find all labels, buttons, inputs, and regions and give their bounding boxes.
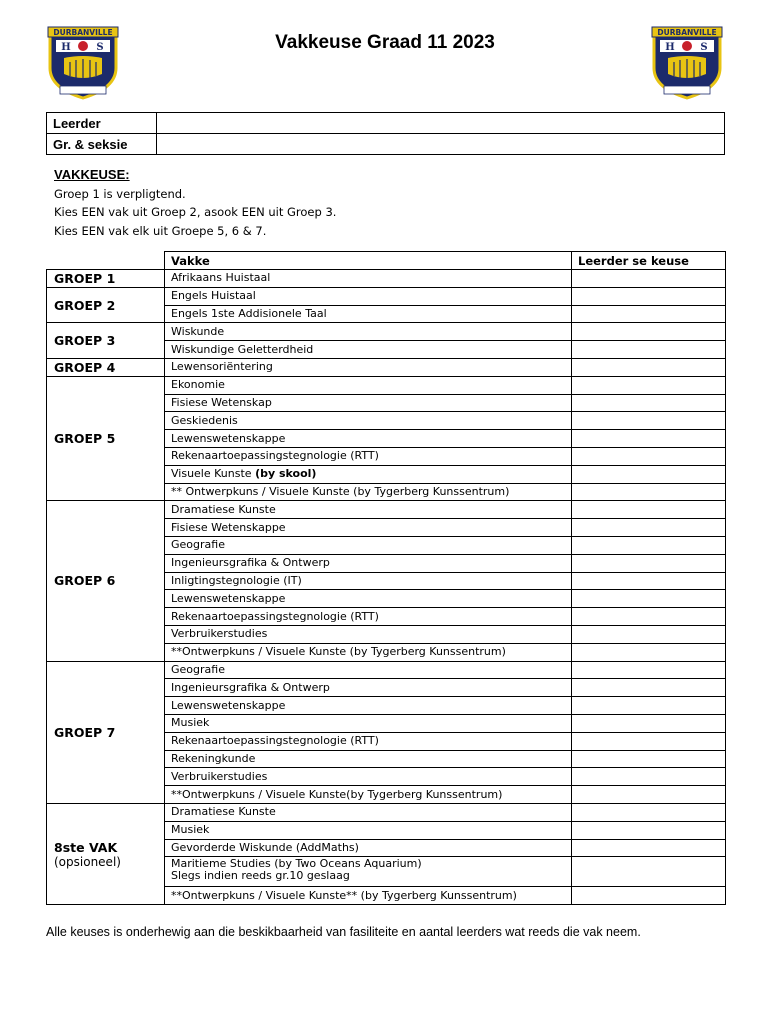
subject-name: Lewenswetenskappe — [171, 431, 286, 445]
subject-name: Ingenieursgrafika & Ontwerp — [171, 680, 330, 694]
svg-text:DURBANVILLE: DURBANVILLE — [657, 28, 717, 37]
choice-cell[interactable] — [572, 554, 726, 572]
grade-section-row — [47, 134, 725, 155]
choice-cell[interactable] — [572, 270, 726, 288]
instruction-line: Groep 1 is verpligtend. — [54, 186, 186, 201]
group-name: GROEP 4 — [54, 359, 116, 375]
table-row — [47, 376, 726, 394]
subject-cell — [165, 803, 572, 821]
subject-name: Musiek — [171, 716, 210, 730]
subject-name: Fisiese Wetenskap — [171, 395, 272, 409]
subject-name: Lewensoriëntering — [171, 360, 273, 374]
subject-name: Geografie — [171, 538, 225, 552]
learner-info-table — [46, 112, 725, 155]
subject-cell — [165, 572, 572, 590]
subject-cell — [165, 483, 572, 501]
choice-cell[interactable] — [572, 465, 726, 483]
subject-cell — [165, 430, 572, 448]
subject-name: Wiskunde — [171, 324, 225, 338]
choice-cell[interactable] — [572, 887, 726, 905]
group-label — [47, 358, 165, 376]
subject-name: Geografie — [171, 662, 225, 676]
choice-cell[interactable] — [572, 483, 726, 501]
subject-cell — [165, 376, 572, 394]
subject-cell — [165, 768, 572, 786]
subject-cell — [165, 270, 572, 288]
table-row — [47, 323, 726, 341]
page-title: Vakkeuse Graad 11 2023 — [275, 32, 495, 53]
subject-name: Gevorderde Wiskunde (AddMaths) — [171, 840, 359, 854]
footer-note: Alle keuses is onderhewig aan die beskikbaarheid van fasiliteite en aantal leerders wat reeds die vak neem. — [46, 925, 641, 939]
choice-cell[interactable] — [572, 572, 726, 590]
subject-name: Dramatiese Kunste — [171, 502, 276, 516]
subject-cell — [165, 839, 572, 857]
group-label — [47, 661, 165, 803]
group-label — [47, 287, 165, 323]
subject-name: **Ontwerpkuns / Visuele Kunste** (by Tygerberg Kunssentrum) — [171, 888, 517, 902]
svg-text:H: H — [61, 42, 71, 53]
group-label — [47, 270, 165, 288]
group-name: GROEP 3 — [54, 333, 116, 349]
subject-name: Rekeningkunde — [171, 751, 256, 765]
subject-name: Verbruikerstudies — [171, 769, 268, 783]
choice-cell[interactable] — [572, 661, 726, 679]
subject-cell — [165, 519, 572, 537]
group-name: GROEP 1 — [54, 270, 116, 286]
choice-cell[interactable] — [572, 358, 726, 376]
subject-name: Wiskundige Geletterdheid — [171, 342, 314, 356]
subject-name: ** Ontwerpkuns / Visuele Kunste (by Tygerberg Kunssentrum) — [171, 484, 510, 498]
table-row — [47, 661, 726, 679]
subject-cell — [165, 590, 572, 608]
choice-cell[interactable] — [572, 857, 726, 887]
subject-cell — [165, 305, 572, 323]
group-label — [47, 323, 165, 359]
group-label — [47, 803, 165, 904]
table-row — [47, 270, 726, 288]
subject-name: Engels 1ste Addisionele Taal — [171, 306, 327, 320]
group-name: GROEP 6 — [54, 573, 116, 589]
subject-cell — [165, 465, 572, 483]
subject-cell — [165, 821, 572, 839]
table-row — [47, 803, 726, 821]
subject-name: Fisiese Wetenskappe — [171, 520, 286, 534]
choice-cell[interactable] — [572, 625, 726, 643]
subject-cell — [165, 643, 572, 661]
subject-cell — [165, 625, 572, 643]
instructions — [54, 166, 336, 240]
group-name: GROEP 7 — [54, 724, 116, 740]
school-note: (by skool) — [255, 467, 317, 481]
learner-row — [47, 113, 725, 134]
choice-cell[interactable] — [572, 697, 726, 715]
subject-name: Engels Huistaal — [171, 289, 256, 303]
group-label — [47, 376, 165, 501]
subject-cell — [165, 714, 572, 732]
svg-text:S: S — [700, 42, 708, 53]
subject-name: Visuele Kunste — [171, 467, 252, 481]
subject-name: **Ontwerpkuns / Visuele Kunste (by Tygerberg Kunssentrum) — [171, 645, 506, 659]
subject-name: Lewenswetenskappe — [171, 591, 286, 605]
group-column-header — [47, 252, 165, 270]
table-row — [47, 501, 726, 519]
instruction-line: Kies EEN vak uit Groep 2, asook EEN uit Groep 3. — [54, 205, 337, 219]
group-name: GROEP 5 — [54, 431, 116, 447]
subject-cell — [165, 412, 572, 430]
subject-cell — [165, 857, 572, 887]
grade-section-field[interactable] — [157, 134, 725, 155]
subject-name: Musiek — [171, 823, 210, 837]
keuse-column-header: Leerder se keuse — [572, 252, 726, 270]
group-subtitle: (opsioneel) — [54, 854, 121, 869]
instructions-heading: VAKKEUSE: — [54, 167, 130, 182]
learner-label: Leerder — [47, 113, 157, 134]
subject-name: Maritieme Studies (by Two Oceans Aquarium) — [171, 857, 422, 871]
learner-field[interactable] — [157, 113, 725, 134]
svg-text:S: S — [96, 42, 104, 53]
choice-cell[interactable] — [572, 714, 726, 732]
instruction-line: Kies EEN vak elk uit Groepe 5, 6 & 7. — [54, 223, 267, 238]
subject-name: Rekenaartoepassingstegnologie (RTT) — [171, 734, 379, 748]
subject-cell — [165, 786, 572, 804]
choice-cell[interactable] — [572, 821, 726, 839]
subject-cell — [165, 732, 572, 750]
choice-cell[interactable] — [572, 768, 726, 786]
svg-text:DURBANVILLE: DURBANVILLE — [53, 28, 113, 37]
choice-cell[interactable] — [572, 679, 726, 697]
subject-cell — [165, 341, 572, 359]
subject-cell — [165, 287, 572, 305]
group-label — [47, 501, 165, 661]
choice-cell[interactable] — [572, 786, 726, 804]
grade-section-label: Gr. & seksie — [47, 134, 157, 155]
subject-name: Geskiedenis — [171, 413, 238, 427]
table-row — [47, 358, 726, 376]
choice-cell[interactable] — [572, 376, 726, 394]
choice-cell[interactable] — [572, 750, 726, 768]
maritime-note: Slegs indien reeds gr.10 geslaag — [171, 869, 350, 883]
choice-cell[interactable] — [572, 412, 726, 430]
table-header-row — [47, 252, 726, 270]
subject-cell — [165, 554, 572, 572]
subject-name: Ekonomie — [171, 378, 225, 392]
subject-cell — [165, 501, 572, 519]
subject-cell — [165, 608, 572, 626]
choice-cell[interactable] — [572, 287, 726, 305]
choice-cell[interactable] — [572, 394, 726, 412]
subject-name: **Ontwerpkuns / Visuele Kunste(by Tygerberg Kunssentrum) — [171, 787, 503, 801]
subject-cell — [165, 697, 572, 715]
subject-cell — [165, 679, 572, 697]
group-name: 8ste VAK — [54, 839, 118, 855]
choice-cell[interactable] — [572, 447, 726, 465]
subject-name: Rekenaartoepassingstegnologie (RTT) — [171, 609, 379, 623]
choice-cell[interactable] — [572, 323, 726, 341]
subject-choice-table — [46, 251, 726, 905]
subject-cell — [165, 661, 572, 679]
choice-cell[interactable] — [572, 536, 726, 554]
subject-cell — [165, 323, 572, 341]
choice-cell[interactable] — [572, 608, 726, 626]
subject-name: Lewenswetenskappe — [171, 698, 286, 712]
school-crest-right — [650, 24, 724, 100]
subject-name: Verbruikerstudies — [171, 627, 268, 641]
choice-cell[interactable] — [572, 590, 726, 608]
subject-cell — [165, 750, 572, 768]
choice-cell[interactable] — [572, 803, 726, 821]
vakke-column-header: Vakke — [165, 252, 572, 270]
group-name: GROEP 2 — [54, 297, 116, 313]
choice-cell[interactable] — [572, 341, 726, 359]
subject-cell — [165, 394, 572, 412]
choice-cell[interactable] — [572, 430, 726, 448]
subject-cell — [165, 358, 572, 376]
subject-name: Inligtingstegnologie (IT) — [171, 573, 302, 587]
subject-cell — [165, 447, 572, 465]
subject-cell — [165, 536, 572, 554]
choice-cell[interactable] — [572, 839, 726, 857]
choice-cell[interactable] — [572, 305, 726, 323]
svg-text:H: H — [665, 42, 675, 53]
subject-name: Dramatiese Kunste — [171, 805, 276, 819]
subject-name: Afrikaans Huistaal — [171, 271, 271, 285]
subject-name: Ingenieursgrafika & Ontwerp — [171, 556, 330, 570]
subject-name: Rekenaartoepassingstegnologie (RTT) — [171, 449, 379, 463]
choice-cell[interactable] — [572, 501, 726, 519]
choice-cell[interactable] — [572, 643, 726, 661]
choice-cell[interactable] — [572, 519, 726, 537]
table-row — [47, 287, 726, 305]
subject-cell — [165, 887, 572, 905]
choice-cell[interactable] — [572, 732, 726, 750]
